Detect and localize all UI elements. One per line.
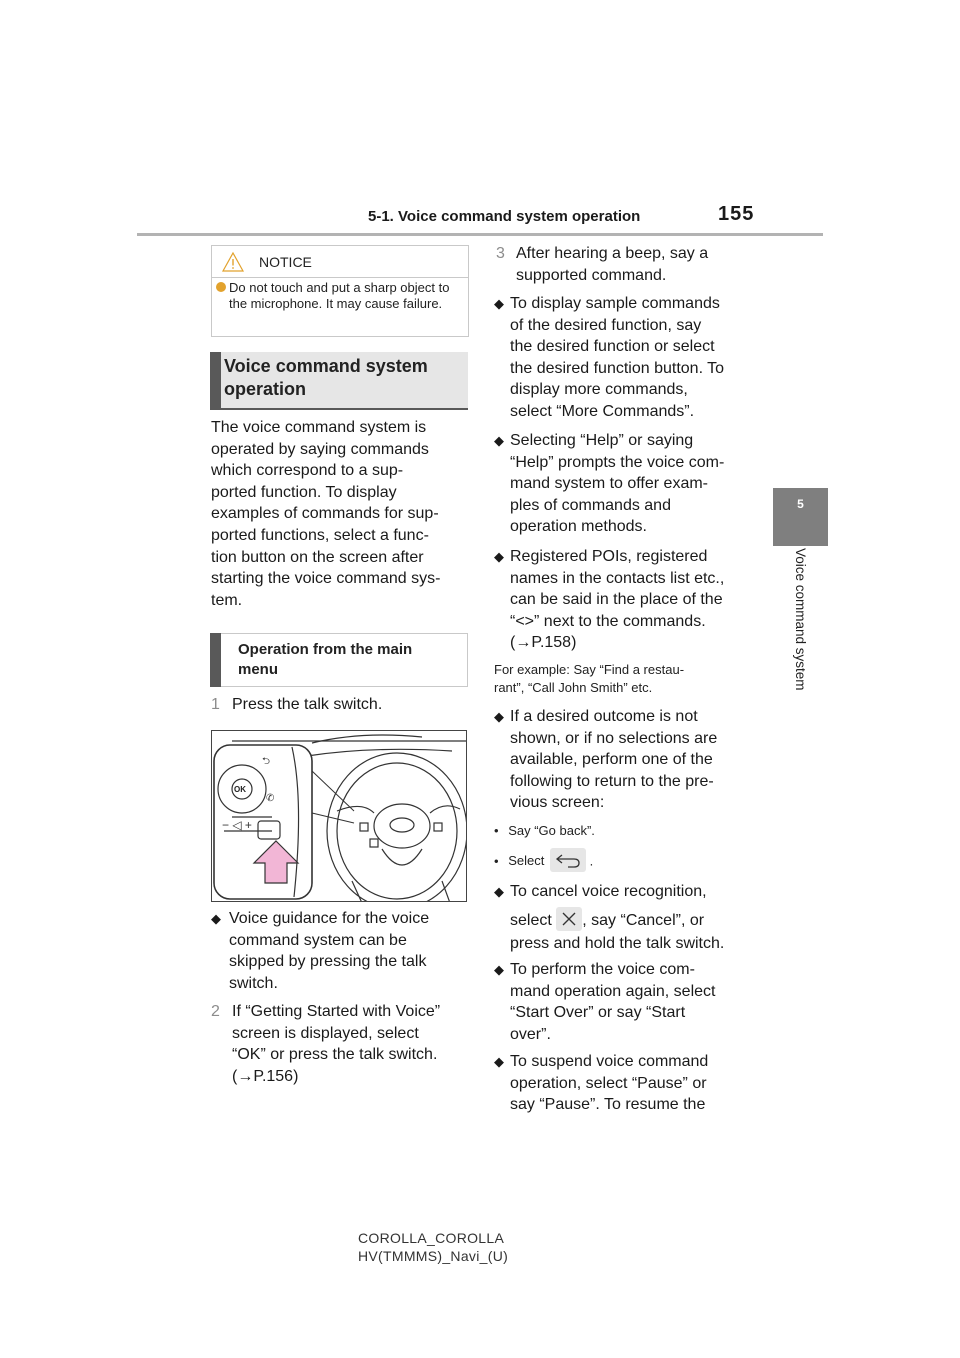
header-rule — [137, 233, 823, 236]
step-2: 2 If “Getting Started with Voice” screen is displayed, select “OK” or press the talk switch. (→P.156) — [211, 1001, 467, 1091]
cancel-button[interactable] — [556, 907, 582, 931]
steering-wheel-illustration — [211, 730, 467, 902]
section-title: 5-1. Voice command system operation — [368, 208, 641, 225]
bullet-icon: ◆ — [494, 1054, 504, 1069]
page-number: 155 — [718, 203, 755, 225]
page-reference-link[interactable]: (→P.158) — [510, 634, 577, 652]
bullet-icon: ◆ — [494, 433, 504, 448]
back-button[interactable] — [550, 848, 586, 872]
subheading-bar — [210, 633, 221, 687]
sub-item-select-back: • Select . — [494, 850, 756, 876]
chapter-number: 5 — [797, 497, 804, 511]
step-number: 1 — [211, 696, 220, 713]
section-heading: Voice command system operation — [224, 356, 428, 399]
ok-button-label: OK — [234, 785, 246, 794]
bullet-start-over: ◆ To perform the voice com- mand operation again, select “Start Over” or say “Start over”. — [494, 961, 716, 1043]
step-number: 2 — [211, 1003, 220, 1020]
chapter-label: Voice command system — [793, 548, 808, 691]
bullet-help: ◆ Selecting “Help” or saying “Help” prompts the voice com- mand system to offer exam- ples of commands and operation methods. — [494, 432, 725, 536]
bullet-icon: ◆ — [494, 962, 504, 977]
subheading: Operation from the main menu — [238, 641, 413, 678]
notice-divider — [211, 277, 469, 278]
bullet-pause: ◆ To suspend voice command operation, select “Pause” or say “Pause”. To resume the — [494, 1053, 709, 1114]
section-heading-underline — [210, 408, 468, 410]
svg-text:− ◁ +: − ◁ + — [222, 818, 252, 832]
step-number: 3 — [496, 245, 505, 262]
notice-text: Do not touch and put a sharp object to the microphone. It may cause failure. — [229, 280, 450, 311]
step-3: 3 After hearing a beep, say a supported command. — [496, 245, 709, 284]
bullet-icon: ◆ — [494, 709, 504, 724]
bullet-icon: ◆ — [211, 911, 221, 926]
bullet-sample-commands: ◆ To display sample commands of the desired function, say the desired function or select the desired function button. To display more commands, select “More Commands”. — [494, 295, 725, 420]
bullet-icon: ◆ — [494, 884, 504, 899]
intro-paragraph: The voice command system is operated by saying commands which correspond to a sup- ported function. To display examples of commands for sup- ported functions, select a func- tion button on the screen after starting the voice command sys- tem. — [211, 419, 441, 609]
bullet-icon: ◆ — [494, 549, 504, 564]
step-text: Press the talk switch. — [232, 696, 383, 713]
example-text: For example: Say “Find a restau- rant”, “Call John Smith” etc. — [494, 662, 685, 695]
bullet-return-previous: ◆ If a desired outcome is not shown, or if no selections are available, perform one of the following to return to the pre- vious screen: — [494, 708, 718, 812]
sub-item-go-back: • Say “Go back”. — [494, 823, 595, 838]
talk-switch-diagram — [212, 731, 467, 902]
close-icon — [556, 907, 582, 931]
bullet-voice-guidance: ◆ Voice guidance for the voice command system can be skipped by pressing the talk switch. — [211, 910, 430, 992]
notice-label: NOTICE — [259, 254, 312, 270]
warning-icon — [221, 251, 245, 273]
svg-text:✆: ✆ — [266, 793, 275, 804]
step-1 — [211, 694, 467, 716]
bullet-registered-pois: ◆ Registered POIs, registered names in the contacts list etc., can be said in the place of the “<>” next to the commands. (→P.158) — [494, 546, 756, 656]
page-reference-link[interactable]: (→P.156) — [232, 1067, 299, 1085]
notice-bullet-icon — [216, 282, 226, 292]
footer-model-code: COROLLA_COROLLA HV(TMMMS)_Navi_(U) — [358, 1230, 509, 1264]
svg-text:⮌: ⮌ — [262, 756, 271, 767]
section-heading-bar — [210, 352, 221, 409]
bullet-cancel: ◆ To cancel voice recognition, select , say “Cancel”, or press and hold the talk switch. — [494, 883, 725, 952]
back-icon — [550, 848, 586, 872]
bullet-icon: ◆ — [494, 296, 504, 311]
